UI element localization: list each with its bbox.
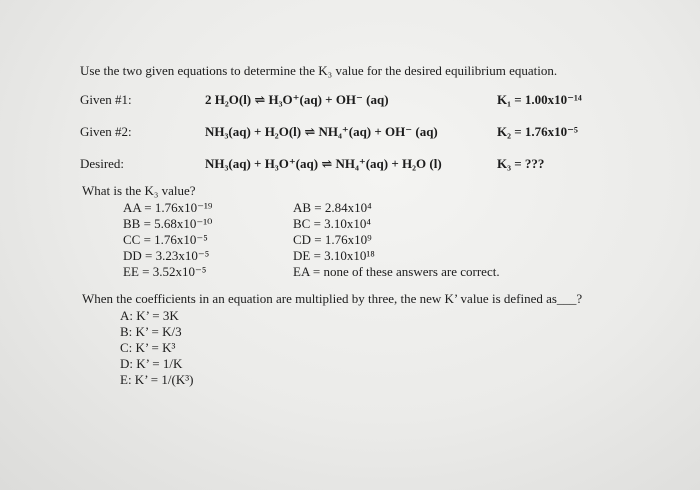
question-1-prompt: What is the K₃ value? bbox=[82, 183, 196, 198]
answer-option: AA = 1.76x10⁻¹⁹ bbox=[123, 200, 213, 215]
equilibrium-constant: K₁ = 1.00x10⁻¹⁴ bbox=[497, 92, 582, 107]
answer-option: E: K’ = 1/(K³) bbox=[120, 372, 194, 387]
answer-option: BB = 5.68x10⁻¹⁰ bbox=[123, 216, 213, 231]
equation-label: Desired: bbox=[80, 156, 125, 171]
answer-option: CC = 1.76x10⁻⁵ bbox=[123, 232, 208, 247]
answer-option: DE = 3.10x10¹⁸ bbox=[293, 248, 375, 263]
answer-option: D: K’ = 1/K bbox=[120, 356, 183, 371]
equilibrium-constant: K₃ = ??? bbox=[497, 156, 545, 171]
equation: NH₃(aq) + H₂O(l) ⇌ NH₄⁺(aq) + OH⁻ (aq) bbox=[205, 124, 438, 139]
equilibrium-constant: K₂ = 1.76x10⁻⁵ bbox=[497, 124, 578, 139]
equation-label: Given #1: bbox=[80, 92, 132, 107]
equation: NH₃(aq) + H₃O⁺(aq) ⇌ NH₄⁺(aq) + H₂O (l) bbox=[205, 156, 442, 171]
answer-option: A: K’ = 3K bbox=[120, 308, 179, 323]
question-2-prompt: When the coefficients in an equation are multiplied by three, the new K’ value is defined as___? bbox=[82, 291, 583, 306]
answer-option: CD = 1.76x10⁹ bbox=[293, 232, 372, 247]
answer-option: EA = none of these answers are correct. bbox=[293, 264, 500, 279]
instruction-text: Use the two given equations to determine the K₃ value for the desired equilibrium equation. bbox=[80, 63, 558, 78]
answer-option: DD = 3.23x10⁻⁵ bbox=[123, 248, 210, 263]
answer-option: AB = 2.84x10⁴ bbox=[293, 200, 372, 215]
answer-option: EE = 3.52x10⁻⁵ bbox=[123, 264, 207, 279]
equation: 2 H₂O(l) ⇌ H₃O⁺(aq) + OH⁻ (aq) bbox=[205, 92, 389, 107]
answer-option: C: K’ = K³ bbox=[120, 340, 176, 355]
answer-option: B: K’ = K/3 bbox=[120, 324, 182, 339]
answer-option: BC = 3.10x10⁴ bbox=[293, 216, 371, 231]
equation-label: Given #2: bbox=[80, 124, 132, 139]
